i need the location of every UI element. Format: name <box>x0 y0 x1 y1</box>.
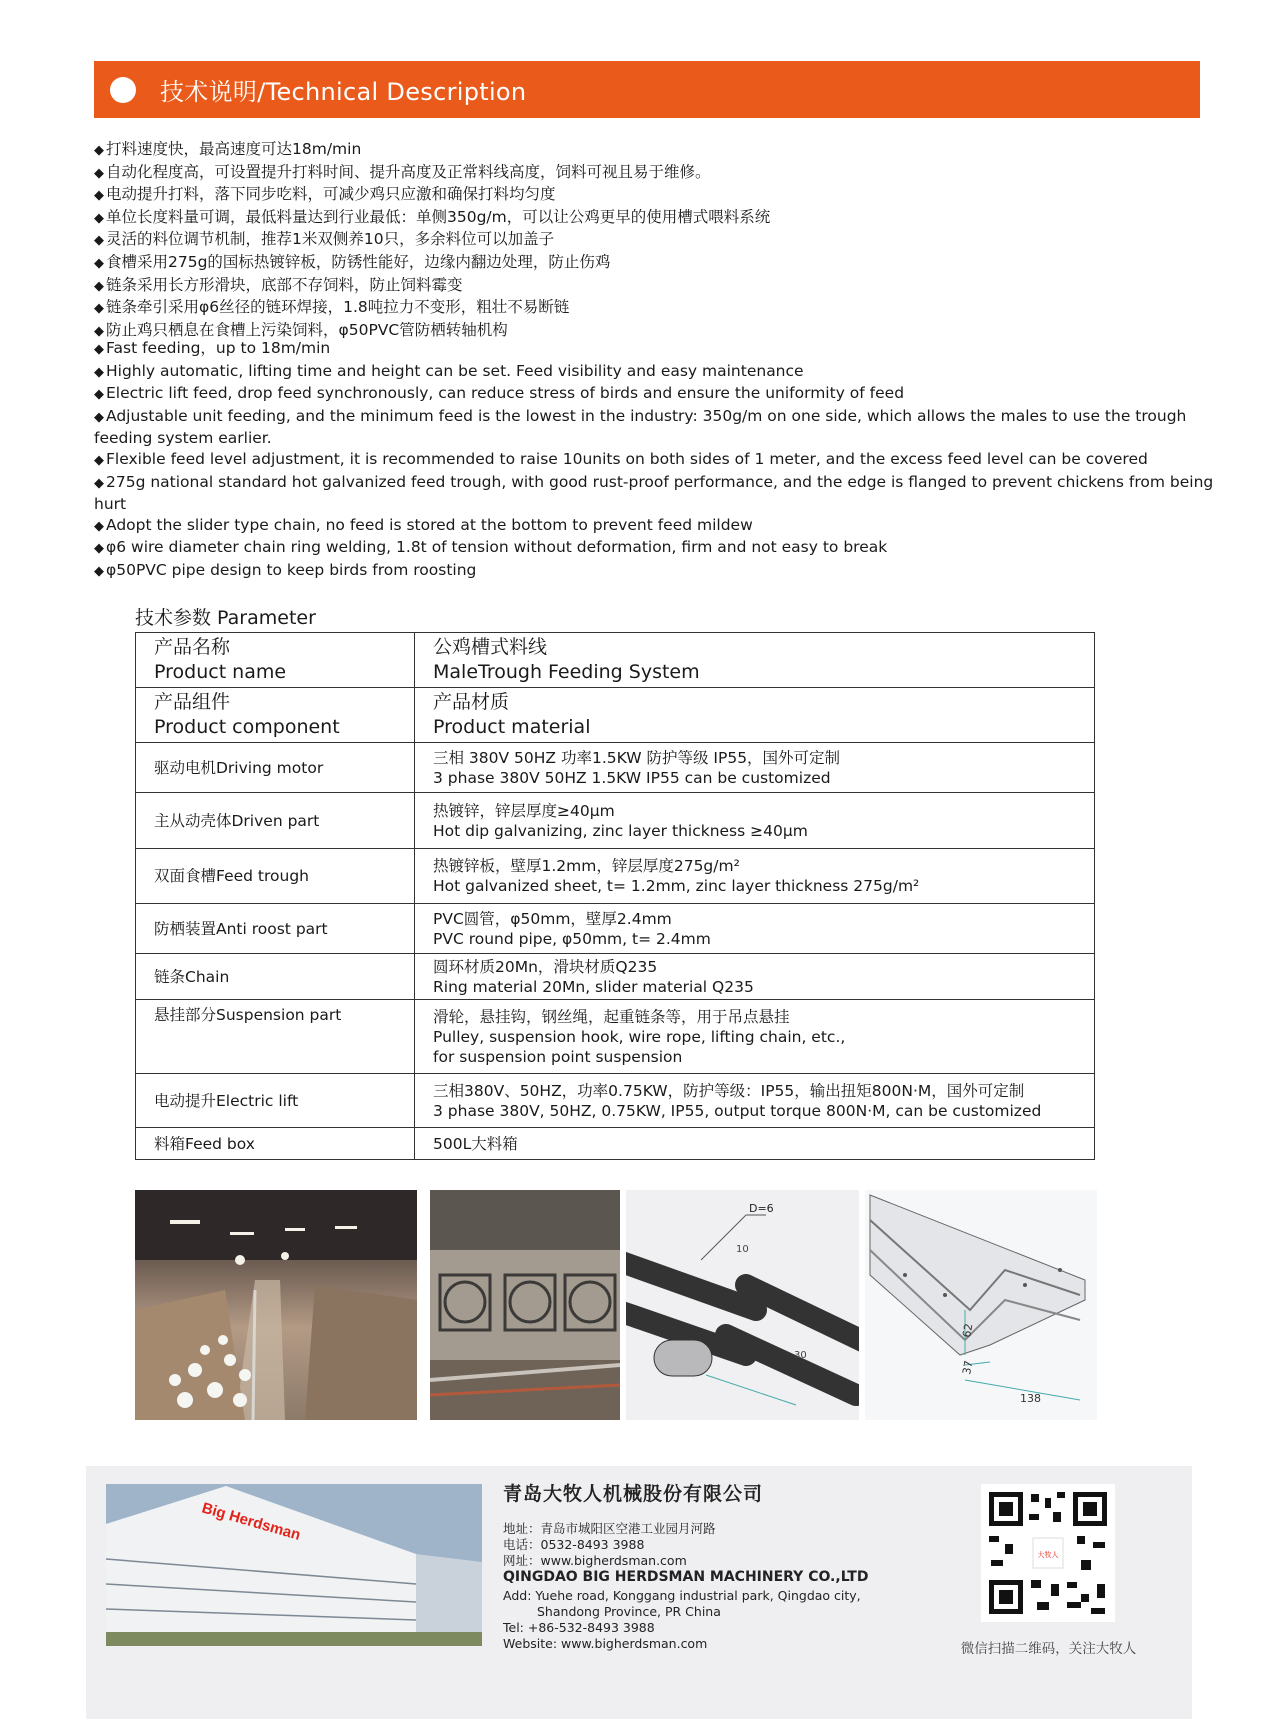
feature-item: ◆ φ50PVC pipe design to keep birds from roosting <box>94 560 1214 583</box>
feature-item: ◆ 链条采用长方形滑块，底部不存饲料，防止饲料霉变 <box>94 275 1214 298</box>
table-row <box>136 954 1095 1000</box>
table-cell: 料箱Feed box <box>136 1128 415 1160</box>
feature-item: ◆ Adopt the slider type chain, no feed is stored at the bottom to prevent feed mildew <box>94 515 1214 538</box>
svg-text:30: 30 <box>794 1350 807 1361</box>
website-cn: 网址：www.bigherdsman.com <box>503 1553 687 1568</box>
table-cell: 驱动电机Driving motor <box>136 743 415 793</box>
svg-text:Big Herdsman: Big Herdsman <box>199 1499 303 1544</box>
feature-item: ◆ 打料速度快，最高速度可达18m/min <box>94 139 1214 162</box>
table-cell: PVC圆管，φ50mm，壁厚2.4mm PVC round pipe, φ50mm, t= 2.4mm <box>415 904 1095 954</box>
table-cell: 产品名称 Product name <box>136 633 415 688</box>
feature-item: ◆ 灵活的料位调节机制，推荐1米双侧养10只，多余料位可以加盖子 <box>94 229 1214 252</box>
feature-item: ◆ Fast feeding，up to 18m/min <box>94 338 1214 361</box>
company-info-cn <box>503 1521 716 1569</box>
table-row <box>136 793 1095 849</box>
company-name-en: QINGDAO BIG HERDSMAN MACHINERY CO.,LTD <box>503 1569 869 1585</box>
table-cell: 滑轮，悬挂钩，钢丝绳，起重链条等，用于吊点悬挂 Pulley, suspension hook, wire rope, lifting chain, etc., for suspension point suspension <box>415 1000 1095 1074</box>
tel-en: Tel: +86-532-8493 3988 <box>503 1620 655 1635</box>
table-cell: 三相380V、50HZ，功率0.75KW，防护等级：IP55，输出扭矩800N·M，国外可定制 3 phase 380V, 50HZ, 0.75KW, IP55, output torque 800N·M, can be customized <box>415 1074 1095 1128</box>
table-cell: 公鸡槽式料线 MaleTrough Feeding System <box>415 633 1095 688</box>
bullet-circle-icon <box>110 77 136 103</box>
parameter-table <box>135 632 1095 1160</box>
tel-cn: 电话：0532-8493 3988 <box>503 1537 645 1552</box>
table-cell: 500L大料箱 <box>415 1128 1095 1160</box>
feature-item: ◆ Electric lift feed, drop feed synchronously, can reduce stress of birds and ensure the uniformity of feed <box>94 383 1214 406</box>
table-row <box>136 904 1095 954</box>
svg-text:10: 10 <box>736 1244 749 1255</box>
table-cell: 热镀锌板，壁厚1.2mm，锌层厚度275g/m² Hot galvanized sheet, t= 1.2mm, zinc layer thickness 275g/m² <box>415 849 1095 904</box>
table-row <box>136 688 1095 743</box>
svg-text:D=6: D=6 <box>749 1202 774 1215</box>
table-row <box>136 1128 1095 1160</box>
table-cell: 链条Chain <box>136 954 415 1000</box>
parameter-title: 技术参数 Parameter <box>135 607 316 629</box>
website-en: Website: www.bigherdsman.com <box>503 1636 708 1651</box>
table-row <box>136 743 1095 793</box>
address-en-cont: Shandong Province, PR China <box>537 1604 721 1619</box>
company-name-cn: 青岛大牧人机械股份有限公司 <box>503 1483 764 1505</box>
company-footer <box>86 1466 1192 1719</box>
qr-code-icon <box>981 1484 1115 1622</box>
feature-item: ◆ 自动化程度高，可设置提升打料时间、提升高度及正常料线高度，饲料可视且易于维修。 <box>94 162 1214 185</box>
table-row <box>136 1074 1095 1128</box>
table-row <box>136 849 1095 904</box>
company-info-en <box>503 1588 861 1652</box>
table-cell: 悬挂部分Suspension part <box>136 1000 415 1074</box>
address-cn: 地址：青岛市城阳区空港工业园月河路 <box>503 1521 716 1536</box>
feature-item: ◆ Adjustable unit feeding, and the minimum feed is the lowest in the industry: 350g/m on one side, which allows the males to use the trough feeding system earlier. <box>94 406 1214 449</box>
section-title: 技术说明/Technical Description <box>160 78 527 106</box>
feature-item: ◆ Highly automatic, lifting time and height can be set. Feed visibility and easy maintenance <box>94 361 1214 384</box>
svg-text:62: 62 <box>960 1322 976 1339</box>
section-header <box>94 61 1200 118</box>
feature-item: ◆ Flexible feed level adjustment, it is recommended to raise 10units on both sides of 1 meter, and the excess feed level can be covered <box>94 449 1214 472</box>
feature-list-zh <box>94 139 1214 342</box>
feature-item: ◆ 防止鸡只栖息在食槽上污染饲料，φ50PVC管防栖转轴机构 <box>94 320 1214 343</box>
table-cell: 主从动壳体Driven part <box>136 793 415 849</box>
feature-item: ◆ 275g national standard hot galvanized feed trough, with good rust-proof performance, and the edge is flanged to prevent chickens from being hurt <box>94 472 1214 515</box>
table-row <box>136 1000 1095 1074</box>
chicken-house-photo <box>135 1190 417 1420</box>
feature-item: ◆ 链条牵引采用φ6丝径的链环焊接，1.8吨拉力不变形，粗壮不易断链 <box>94 297 1214 320</box>
trough-drawing <box>865 1190 1097 1420</box>
company-building-photo <box>106 1484 482 1646</box>
table-cell: 防栖装置Anti roost part <box>136 904 415 954</box>
feature-item: ◆ 单位长度料量可调，最低料量达到行业最低：单侧350g/m，可以让公鸡更早的使用槽式喂料系统 <box>94 207 1214 230</box>
chain-drawing <box>626 1190 859 1420</box>
feature-item: ◆ 电动提升打料，落下同步吃料，可减少鸡只应激和确保打料均匀度 <box>94 184 1214 207</box>
table-cell: 圆环材质20Mn，滑块材质Q235 Ring material 20Mn, slider material Q235 <box>415 954 1095 1000</box>
svg-text:大牧人: 大牧人 <box>1037 1551 1059 1559</box>
equipment-room-photo <box>430 1190 620 1420</box>
feature-list-en <box>94 338 1214 583</box>
svg-text:138: 138 <box>1020 1392 1041 1405</box>
address-en: Add: Yuehe road, Konggang industrial park, Qingdao city, <box>503 1588 861 1603</box>
table-row <box>136 633 1095 688</box>
table-cell: 产品材质 Product material <box>415 688 1095 743</box>
svg-text:37: 37 <box>960 1359 976 1376</box>
table-cell: 热镀锌，锌层厚度≥40μm Hot dip galvanizing, zinc layer thickness ≥40μm <box>415 793 1095 849</box>
table-cell: 产品组件 Product component <box>136 688 415 743</box>
table-cell: 电动提升Electric lift <box>136 1074 415 1128</box>
table-cell: 双面食槽Feed trough <box>136 849 415 904</box>
table-cell: 三相 380V 50HZ 功率1.5KW 防护等级 IP55，国外可定制 3 phase 380V 50HZ 1.5KW IP55 can be customized <box>415 743 1095 793</box>
feature-item: ◆ φ6 wire diameter chain ring welding, 1.8t of tension without deformation, firm and not easy to break <box>94 537 1214 560</box>
qr-caption: 微信扫描二维码，关注大牧人 <box>960 1641 1137 1657</box>
feature-item: ◆ 食槽采用275g的国标热镀锌板，防锈性能好，边缘内翻边处理，防止伤鸡 <box>94 252 1214 275</box>
